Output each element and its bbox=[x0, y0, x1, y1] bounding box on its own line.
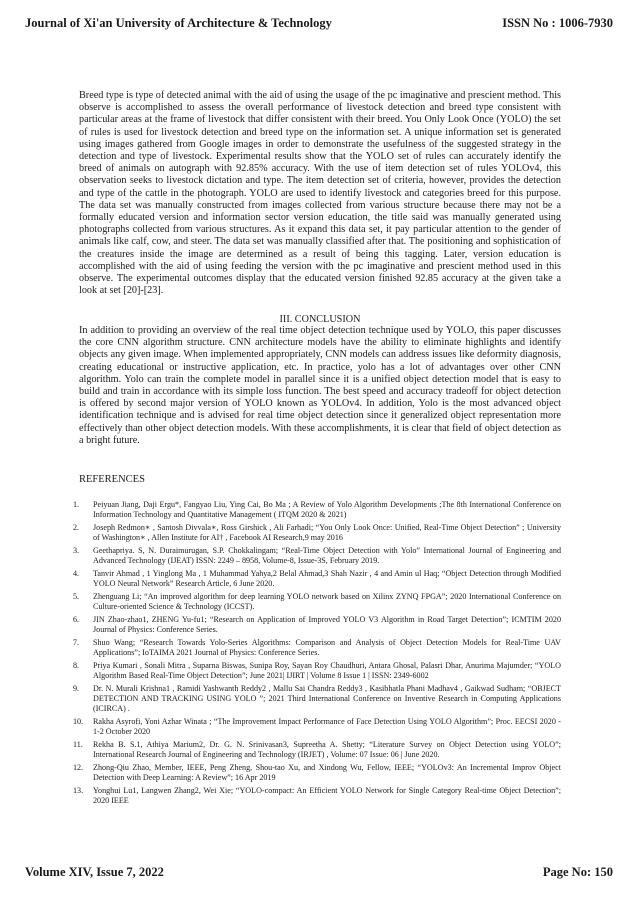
reference-number: 11. bbox=[73, 740, 83, 750]
reference-item bbox=[73, 661, 561, 681]
reference-number: 13. bbox=[73, 786, 84, 796]
reference-number: 12. bbox=[73, 763, 84, 773]
page-footer bbox=[25, 865, 613, 885]
reference-item bbox=[73, 523, 561, 543]
reference-number: 8. bbox=[73, 661, 80, 670]
reference-item bbox=[73, 786, 561, 806]
reference-text: Rakha Asyrofi, Yoni Azhar Winata ; “The Improvement Impact Performance of Face Detection Using YOLO Algorithm”; Proc. EECSI 2020 - 1-2 October 2020 bbox=[93, 717, 561, 737]
reference-text: Tanvir Ahmad , 1 Yinglong Ma , 1 Muhammad Yahya,2 Belal Ahmad,3 Shah Nazir , 4 and Amin ul Haq; “Object Detection through Modified YOLO Neural Network” Research Article, 6 June 2020. bbox=[93, 569, 561, 589]
reference-item bbox=[73, 638, 561, 658]
journal-name: Journal of Xi'an University of Architecture & Technology bbox=[25, 16, 332, 30]
reference-number: 1. bbox=[73, 500, 80, 509]
reference-text: Priya Kumari , Sonali Mitra , Suparna Biswas, Sunipa Roy, Sayan Roy Chaudhuri, Antara Ghosal, Palasri Dhar, Anurima Majumder; “YOLO Algorithm Based Real-Time Object Detection”; June 2021| IJIRT | Volume 8 Issue 1 | ISSN: 2349-6002 bbox=[93, 661, 561, 681]
reference-item bbox=[73, 740, 561, 760]
reference-number: 5. bbox=[73, 592, 80, 601]
reference-item bbox=[73, 592, 561, 612]
reference-item bbox=[73, 569, 561, 589]
reference-number: 10. bbox=[73, 717, 84, 727]
references-heading: REFERENCES bbox=[79, 474, 145, 485]
reference-number: 4. bbox=[73, 569, 80, 578]
reference-item bbox=[73, 546, 561, 566]
reference-text: Zhong-Qiu Zhao, Member, IEEE, Peng Zheng, Shou-tao Xu, and Xindong Wu, Fellow, IEEE; “YOLOv3: An Incremental Improv Object Detection with Deep Learning: A Review”; 16 Apr 2019 bbox=[93, 763, 561, 783]
reference-text: Joseph Redmon∗ , Santosh Divvala∗, Ross Girshick , Ali Farhadi; “You Only Look Once: Unified, Real-Time Object Detection” ; University of Washington∗ , Allen Institute for AI† , Facebook AI Research,9 may 2016 bbox=[93, 523, 561, 543]
reference-text: Zhenguang Li; “An improved algorithm for deep learning YOLO network based on Xilinx ZYNQ FPGA”; 2020 International Conference on Culture-oriented Science & Technology (ICCST). bbox=[93, 592, 561, 612]
reference-number: 9. bbox=[73, 684, 80, 693]
reference-text: Geethapriya. S, N. Duraimurugan, S.P. Chokkalingam; “Real-Time Object Detection with Yolo” International Journal of Engineering and Advanced Technology (IJEAT) ISSN: 2249 – 8958, Volume-8, Issue-3S, February 2019. bbox=[93, 546, 561, 566]
reference-text: JIN Zhao-zhao1, ZHENG Yu-fu1; “Research on Application of Improved YOLO V3 Algorithm in Road Target Detection”; ICMTIM 2020 Journal of Physics: Conference Series. bbox=[93, 615, 561, 635]
reference-item bbox=[73, 717, 561, 737]
reference-text: Rekha B. S.1, Athiya Marium2, Dr. G. N. Srinivasan3, Supreetha A. Shetty; “Literature Survey on Object Detection using YOLO”; International Research Journal of Engineering and Technology (IRJET) , Volume: 07 Issue: 06 | June 2020. bbox=[93, 740, 561, 760]
issn-number: ISSN No : 1006-7930 bbox=[502, 16, 613, 30]
reference-number: 2. bbox=[73, 523, 80, 532]
reference-text: Shuo Wang; “Research Towards Yolo-Series Algorithms: Comparison and Analysis of Object Detection Models for Real-Time UAV Applications”; IoTAIMA 2021 Journal of Physics: Conference Series. bbox=[93, 638, 561, 658]
reference-item bbox=[73, 615, 561, 635]
reference-number: 3. bbox=[73, 546, 80, 555]
volume-issue: Volume XIV, Issue 7, 2022 bbox=[25, 865, 164, 879]
reference-number: 7. bbox=[73, 638, 80, 647]
reference-item bbox=[73, 763, 561, 783]
reference-text: Yonghui Lu1, Langwen Zhang2, Wei Xie; “YOLO-compact: An Efficient YOLO Network for Single Category Real-time Object Detection”; 2020 IEEE bbox=[93, 786, 561, 806]
reference-text: Peiyuan Jiang, Daji Ergu*, Fangyao Liu, Ying Cai, Bo Ma ; A Review of Yolo Algorithm Developments ;The 8th International Conference on Information Technology and Quantitative Management ( ITQM 2020 & 2021) bbox=[93, 500, 561, 520]
section-heading-conclusion: III. CONCLUSION bbox=[279, 314, 361, 325]
body-paragraph-1: Breed type is type of detected animal with the aid of using the usage of the pc imaginative and prescient method. This observe is accomplished to assess the overall performance of livestock detection and breed type consistent with particular areas at the frame of livestock that differ consistent with their breed. You Only Look Once (YOLO) the set of rules is used for livestock detection and breed type on the information set. A unique information set is generated using images gathered from Google images in order to demonstrate the usefulness of the suggested strategy in the detection and type of livestock. Experimental results show that the YOLO set of rules can accurately identify the breed of animals on autograph with 92.85% accuracy. With the use of item detection set of rules YOLOv4, this observation seeks to livestock dictation and type. The item detection set of criteria, however, provides the detection and type of the cattle in the photograph. YOLO are used to identify livestock and categories breed for this purpose. The data set was manually constructed from images collected from various structure because there may not be a formally educated version and information sector version education, the title said was manually generated using photographs collected from various structures. As it expand this data set, it pay particular attention to the gender of animals like calf, cow, and steer. The data set was manually classified after that. The positioning and sophistication of the creatures inside the image are determined as a result of being this tagging. Later, version education is accomplished with the aid of using feeding the version with the pc imaginative and prescient method used in this observe. The experimental outcomes display that the educated version finished 92.85 accuracy at the given take a look at set [20]-[23]. bbox=[79, 90, 561, 297]
body-paragraph-conclusion: In addition to providing an overview of the real time object detection technique used by YOLO, this paper discusses the core CNN algorithm structure. CNN architecture models have the ability to eliminate highlights and identify objects any given image. When implemented appropriately, CNN models can address issues like deformity diagnosis, creating educational or instructive application, etc. In practice, yolo has a lot of advantages over other CNN algorithm. Yolo can train the complete model in parallel since it is a unified object detection model that is easy to build and train in accordance with its simple loss function. The best speed and accuracy tradeoff for object detection is offered by second major version of YOLO known as YOLOv4. In addition, Yolo is the most advanced object identification technique and is advised for real time object detection since it generalized object representation more effectively than other object detection models. With these accomplishments, it is clear that field of object detection as a bright future. bbox=[79, 325, 561, 446]
page-number: Page No: 150 bbox=[542, 865, 613, 879]
reference-text: Dr. N. Murali Krishna1 , Ramidi Yashwanth Reddy2 , Mallu Sai Chandra Reddy3 , Kasibhatla Phani Madhav4 , Gaikwad Sudham; “OBJECT DETECTION AND TRACKING USING YOLO ”; 2021 Third International Conference on Inventive Research in Computing Applications (ICIRCA) . bbox=[93, 684, 561, 714]
page-header bbox=[25, 16, 613, 36]
reference-number: 6. bbox=[73, 615, 80, 624]
references-list bbox=[73, 500, 561, 809]
reference-item bbox=[73, 500, 561, 520]
reference-item bbox=[73, 684, 561, 715]
